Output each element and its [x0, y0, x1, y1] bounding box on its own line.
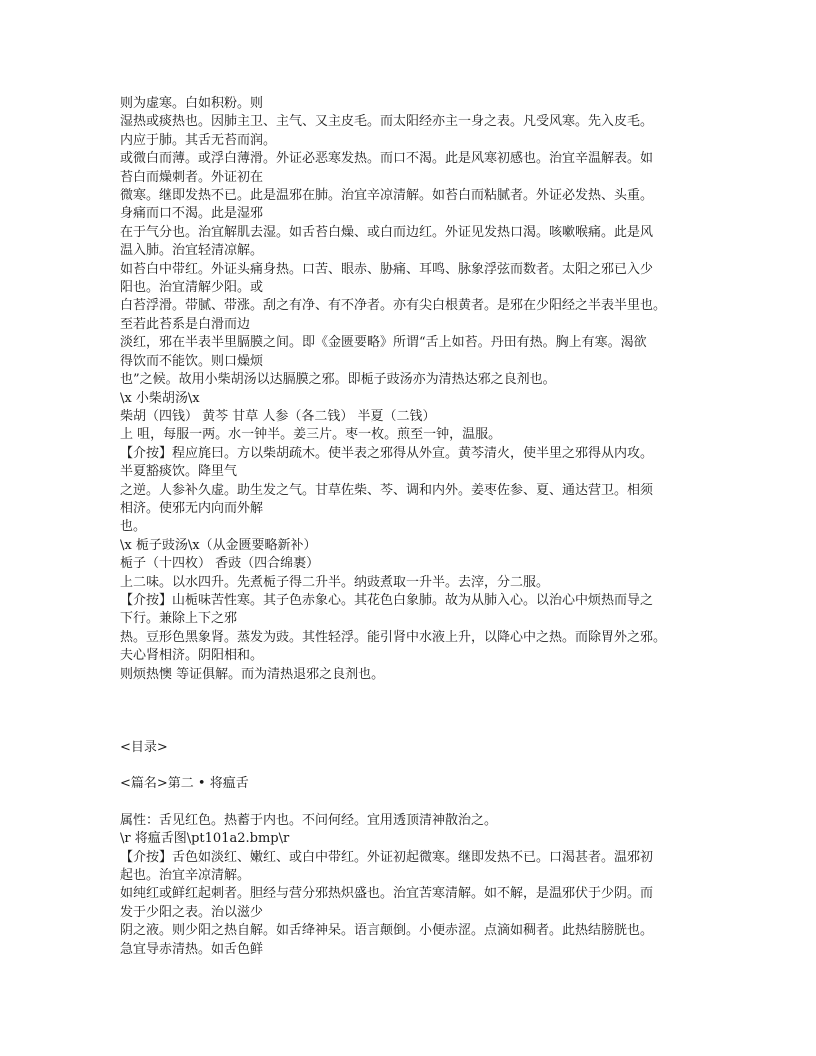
- text-block-2: [120, 812, 700, 959]
- formula-ingredients: 栀子（十四枚） 香豉（四合绵裹）: [120, 556, 320, 572]
- text-line: 阳也。治宜清解少阳。或: [120, 280, 264, 296]
- formula-title: \x 栀子豉汤\x（从金匮要略新补）: [120, 537, 317, 553]
- text-line: 苔白而燥刺者。外证初在: [120, 169, 264, 185]
- text-line: 白苔浮滑。带腻、带涨。刮之有净、有不净者。亦有尖白根黄者。是邪在少阳经之半表半里也。: [120, 298, 667, 314]
- text-line: 发于少阳之表。治以滋少: [120, 904, 264, 920]
- text-line: 也”之候。故用小柴胡汤以达膈膜之邪。即栀子豉汤亦为清热达邪之良剂也。: [120, 372, 556, 388]
- text-line: 热。豆形色黑象肾。蒸发为豉。其性轻浮。能引肾中水液上升，以降心中之热。而除胃外之邪。: [120, 629, 667, 645]
- commentary-line: 【介按】山栀味苦性寒。其子色赤象心。其花色白象肺。故为从肺入心。以治心中烦热而导之: [120, 592, 654, 608]
- text-block-1: [120, 95, 700, 684]
- text-line: 则烦热懊 等证俱解。而为清热退邪之良剂也。: [120, 666, 385, 682]
- text-line: 至若此苔系是白滑而边: [120, 316, 251, 332]
- text-line: 也。: [120, 519, 147, 535]
- text-line: 下行。兼除上下之邪: [120, 611, 238, 627]
- text-line: 之逆。人参补久虚。助生发之气。甘草佐柴、芩、调和内外。姜枣佐参、夏、通达营卫。相须: [120, 482, 654, 498]
- commentary-line: 【介按】舌色如淡红、嫩红、或白中带红。外证初起微寒。继即发热不已。口渴甚者。温邪初: [120, 849, 654, 865]
- text-line: 属性：舌见红色。热蓄于内也。不问何经。宜用透顶清神散治之。: [120, 812, 498, 828]
- text-line: 上二味。以水四升。先煮栀子得二升半。纳豉煮取一升半。去滓，分二服。: [120, 574, 550, 590]
- text-line: 温入肺。治宜轻清凉解。: [120, 243, 264, 259]
- text-line: 身痛而口不渴。此是湿邪: [120, 206, 264, 222]
- text-line: 内应于肺。其舌无苔而润。: [120, 132, 277, 148]
- text-line: 急宜导赤清热。如舌色鲜: [120, 941, 264, 957]
- text-line: 淡红，邪在半表半里膈膜之间。即《金匮要略》所谓“舌上如苔。丹田有热。胸上有寒。渴欲: [120, 335, 647, 351]
- text-line: 如纯红或鲜红起刺者。胆经与营分邪热炽盛也。治宜苦寒清解。如不解，是温邪伏于少阴。而: [120, 886, 654, 902]
- text-line: 或微白而薄。或浮白薄滑。外证必恶寒发热。而口不渴。此是风寒初感也。治宜辛温解表。如: [120, 151, 654, 167]
- formula-title: \x 小柴胡汤\x: [120, 390, 200, 406]
- text-line: 夫心肾相济。阴阳相和。: [120, 648, 264, 664]
- text-line: 阴之液。则少阳之热自解。如舌绛神呆。语言颠倒。小便赤涩。点滴如稠者。此热结膀胱也。: [120, 923, 654, 939]
- text-line: 得饮而不能饮。则口燥烦: [120, 353, 264, 369]
- text-line: 微寒。继即发热不已。此是温邪在肺。治宜辛凉清解。如苔白而粘腻者。外证必发热、头重。: [120, 188, 654, 204]
- text-line: 上 咀，每服一两。水一钟半。姜三片。枣一枚。煎至一钟，温服。: [120, 427, 502, 443]
- document-page: [120, 95, 700, 959]
- chapter-heading: <篇名>第二 • 将瘟舌: [120, 776, 249, 792]
- toc-label: <目录>: [120, 740, 168, 755]
- text-line: 如苔白中带红。外证头痛身热。口苦、眼赤、胁痛、耳鸣、脉象浮弦而数者。太阳之邪已入少: [120, 261, 654, 277]
- text-line: 在于气分也。治宜解肌去湿。如舌苔白燥、或白而边红。外证见发热口渴。咳嗽喉痛。此是风: [120, 224, 654, 240]
- commentary-line: 【介按】程应旄曰。方以柴胡疏木。使半表之邪得从外宣。黄芩清火，使半里之邪得从内攻。: [120, 445, 654, 461]
- text-line: 则为虚寒。白如积粉。则: [120, 96, 264, 111]
- text-line: 半夏豁痰饮。降里气: [120, 464, 238, 480]
- image-reference: \r 将瘟舌图\pt101a2.bmp\r: [120, 831, 290, 847]
- text-line: 湿热或痰热也。因肺主卫、主气、又主皮毛。而太阳经亦主一身之表。凡受风寒。先入皮毛。: [120, 114, 654, 130]
- text-line: 相济。使邪无内向而外解: [120, 500, 264, 516]
- text-line: 起也。治宜辛凉清解。: [120, 868, 251, 884]
- formula-ingredients: 柴胡（四钱） 黄芩 甘草 人参（各二钱） 半夏（二钱）: [120, 408, 436, 424]
